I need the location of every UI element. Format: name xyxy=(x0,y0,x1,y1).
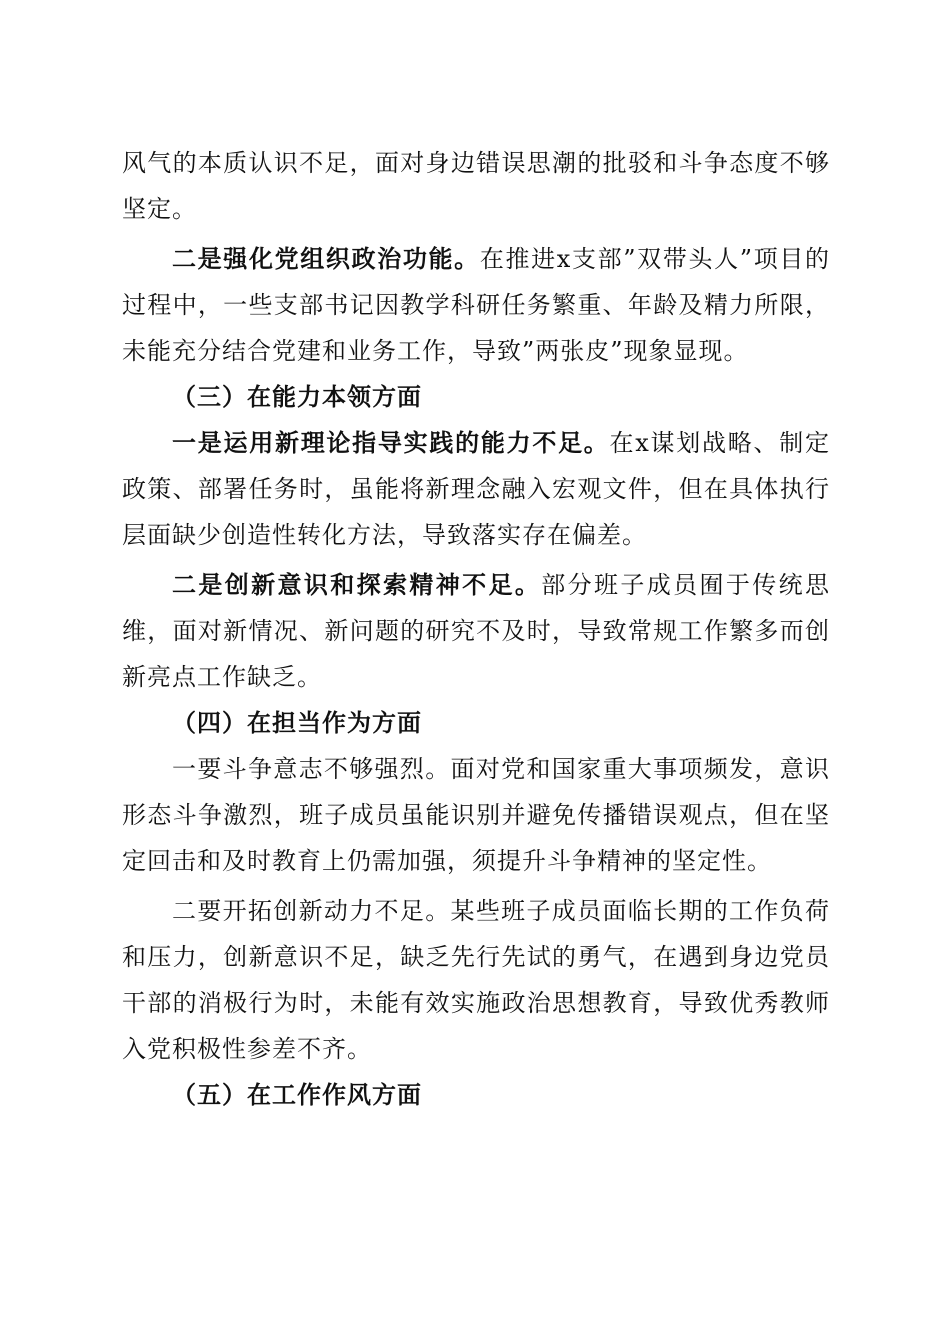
paragraph-party-function xyxy=(122,236,830,374)
paragraph-lead: 一是运用新理论指导实践的能力不足。 xyxy=(172,428,610,457)
paragraph-struggle-will xyxy=(122,746,830,884)
paragraph-lead: 二是创新意识和探索精神不足。 xyxy=(172,570,542,599)
section-heading-ability: （三）在能力本领方面 xyxy=(172,382,422,411)
paragraph-continuation xyxy=(122,140,830,232)
paragraph-text: 一要斗争意志不够强烈。面对党和国家重大事项频发，意识形态斗争激烈，班子成员虽能识别并避免传播错误观点，但在坚定回击和及时教育上仍需加强，须提升斗争精神的坚定性。 xyxy=(122,755,830,875)
paragraph-text: 在x谋划战略、制定政策、部署任务时，虽能将新理念融入宏观文件，但在具体执行层面缺少创造性转化方法，导致落实存在偏差。 xyxy=(122,429,830,549)
paragraph-text: 部分班子成员囿于传统思维，面对新情况、新问题的研究不及时，导致常规工作繁多而创新亮点工作缺乏。 xyxy=(122,571,830,691)
paragraph-text: 在推进x支部”双带头人”项目的过程中，一些支部书记因教学科研任务繁重、年龄及精力所限，未能充分结合党建和业务工作，导致”两张皮”现象显现。 xyxy=(122,245,830,365)
paragraph-text: 二要开拓创新动力不足。某些班子成员面临长期的工作负荷和压力，创新意识不足，缺乏先行先试的勇气，在遇到身边党员干部的消极行为时，未能有效实施政治思想教育，导致优秀教师入党积极性参差不齐。 xyxy=(122,897,830,1063)
paragraph-pioneering-drive xyxy=(122,888,830,1072)
paragraph-innovation-awareness xyxy=(122,562,830,700)
paragraph-text: 风气的本质认识不足，面对身边错误思潮的批驳和斗争态度不够坚定。 xyxy=(122,149,830,223)
document-body xyxy=(122,140,830,1118)
paragraph-lead: 二是强化党组织政治功能。 xyxy=(172,244,480,273)
section-heading-responsibility: （四）在担当作为方面 xyxy=(172,708,422,737)
section-heading-work-style: （五）在工作作风方面 xyxy=(172,1080,422,1109)
paragraph-theory-practice xyxy=(122,420,830,558)
